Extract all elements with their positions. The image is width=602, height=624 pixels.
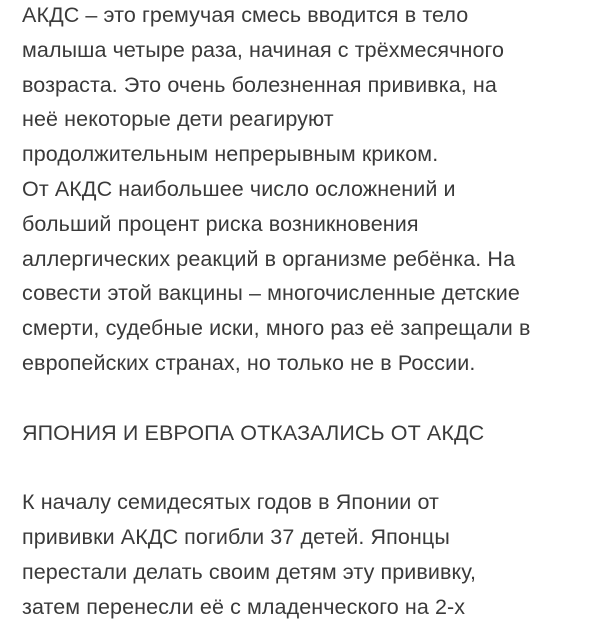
section-heading: ЯПОНИЯ И ЕВРОПА ОТКАЗАЛИСЬ ОТ АКДС	[22, 420, 485, 445]
paragraph-gap	[22, 450, 597, 485]
text-line: смерти, судебные иски, много раз её запрещали в	[22, 316, 531, 341]
text-line: перестали делать своим детям эту прививку,	[22, 559, 477, 584]
text-line: АКДС – это гремучая смесь вводится в тело	[22, 3, 469, 27]
text-line: малыша четыре раза, начиная с трёхмесячного	[22, 37, 505, 62]
paragraph-intro	[22, 0, 597, 381]
text-line: К началу семидесятых годов в Японии от	[22, 490, 439, 515]
text-line: европейских странах, но только не в России.	[22, 350, 476, 375]
text-line: От АКДС наибольшее число осложнений и	[22, 176, 456, 201]
text-line: продолжительным непрерывным криком.	[22, 142, 439, 167]
text-line: совести этой вакцины – многочисленные детские	[22, 281, 520, 306]
paragraph-gap	[22, 381, 597, 416]
text-line: неё некоторые дети реагируют	[22, 107, 334, 132]
article-body	[22, 0, 597, 624]
paragraph-japan	[22, 485, 597, 624]
text-line: аллергических реакций в организме ребёнка. На	[22, 246, 516, 271]
text-line: больший процент риска возникновения	[22, 211, 419, 236]
text-line: затем перенесли её с младенческого на 2-х	[22, 594, 466, 619]
text-line: прививки АКДС погибли 37 детей. Японцы	[22, 524, 450, 549]
text-line: возраста. Это очень болезненная прививка, на	[22, 72, 497, 97]
